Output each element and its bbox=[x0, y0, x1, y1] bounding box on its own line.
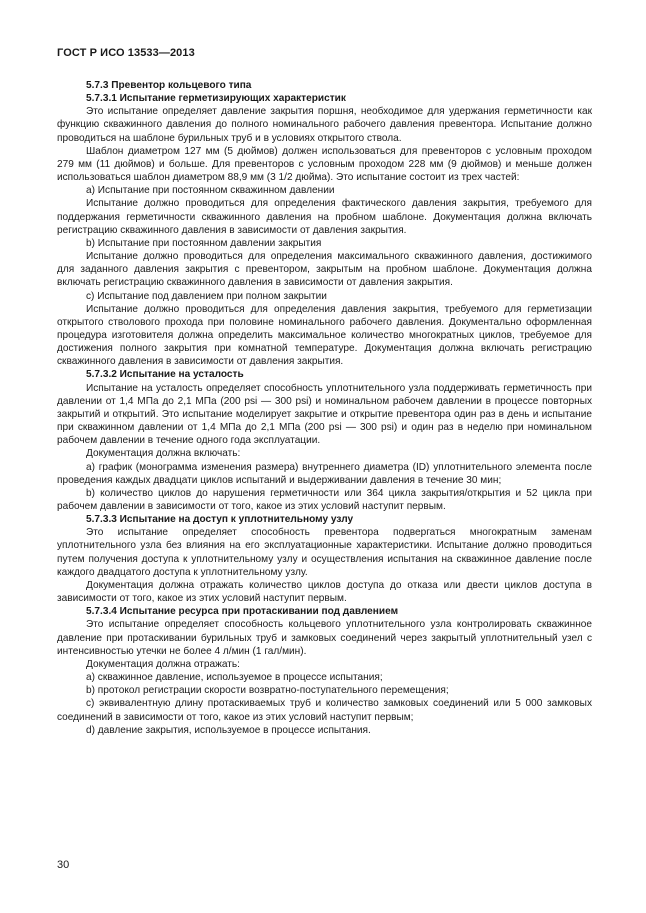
document-header: ГОСТ Р ИСО 13533—2013 bbox=[57, 47, 195, 59]
list-item: с) Испытание под давлением при полном закрытии bbox=[86, 290, 327, 302]
section-heading: 5.7.3 Превентор кольцевого типа bbox=[86, 80, 252, 91]
list-item: b) количество циклов до нарушения герметичности или 364 цикла закрытия/открытия и 52 цикла при рабочем давлении в зависимости от того, какое из этих условий наступит первым. bbox=[57, 487, 592, 512]
list-item: с) эквивалентную длину протаскиваемых труб и количество замковых соединений или 5 000 замковых соединений в зависимости от того, какое из этих условий наступит первым; bbox=[57, 698, 592, 723]
section-heading: 5.7.3.2 Испытание на усталость bbox=[86, 369, 244, 381]
paragraph: Документация должна включать: bbox=[86, 448, 241, 460]
list-item: b) протокол регистрации скорости возвратно-поступательного перемещения; bbox=[86, 685, 449, 697]
list-item: а) график (монограмма изменения размера) внутреннего диаметра (ID) уплотнительного элемента после проведения каждых двадцати циклов испытаний и выдерживании давления в течение 30 мин; bbox=[57, 461, 592, 486]
paragraph: Документация должна отражать: bbox=[86, 658, 240, 670]
paragraph: Шаблон диаметром 127 мм (5 дюймов) должен использоваться для превенторов с условным проходом 279 мм (11 дюймов) и больше. Для превенторов с условным проходом 228 мм (9 дюймов) и меньше должен использоваться шаблон диаметром 88,9 мм (3 1/2 дюйма). Это испытание состоит из трех частей: bbox=[57, 145, 592, 184]
page-body bbox=[57, 79, 592, 737]
paragraph: Испытание должно проводиться для определения максимального скважинного давления, достижимого для заданного давления закрытия с превентором, закрытым на пробном шаблоне. Документация должна включать регистрацию скважинного давления в зависимости от давления закрытия. bbox=[57, 251, 592, 289]
list-item: b) Испытание при постоянном давлении закрытия bbox=[86, 237, 322, 249]
paragraph: Испытание на усталость определяет способность уплотнительного узла поддерживать герметичность при давлении от 1,4 МПа до 2,1 МПа (200 psi — 300 psi) и номинальном рабочем давлении в процессе повторных закрытий и открытий. Это испытание моделирует закрытие и открытие превентора один раз в день и испытание при скважинном давлении от 1,4 МПа до 2,1 МПа (200 psi — 300 psi) и один раз в неделю при номинальном рабочем давлении в течение одного года эксплуатации. bbox=[57, 382, 592, 447]
page-number: 30 bbox=[57, 859, 70, 871]
section-heading: 5.7.3.4 Испытание ресурса при протаскивании под давлением bbox=[86, 606, 399, 618]
paragraph: Это испытание определяет способность кольцевого уплотнительного узла контролировать скважинное давление при протаскивании бурильных труб и замковых соединений через закрытый уплотнительный узел с интенсивностью утечки не более 4 л/мин (1 гал/мин). bbox=[57, 619, 592, 657]
section-heading: 5.7.3.1 Испытание герметизирующих характеристик bbox=[86, 93, 346, 105]
paragraph: Испытание должно проводиться для определения давления закрытия, требуемого для герметизации открытого стволового прохода при половине номинального рабочего давления. Документально оформленная процедура изготовителя должна определить максимальное количество многократных циклов, требуемое для достижения полного закрытия при комнатной температуре. Документация должна включать регистрацию скважинного давления в зависимости от давления закрытия. bbox=[57, 303, 592, 368]
paragraph: Это испытание определяет способность превентора подвергаться многократным заменам уплотнительного узла без влияния на его эксплуатационные характеристики. Испытание должно проводиться путем получения доступа к уплотнительному узлу и осуществления испытания на скважинное давление после каждого двадцатого доступа к уплотнительному узлу. bbox=[57, 527, 592, 578]
list-item: а) Испытание при постоянном скважинном давлении bbox=[86, 185, 335, 197]
paragraph: Испытание должно проводиться для определения фактического давления закрытия, требуемого для поддержания герметичности скважинного давления на пробном шаблоне. Документация должна включать регистрацию скважинного давления в зависимости от давления закрытия. bbox=[57, 198, 592, 236]
list-item: а) скважинное давление, используемое в процессе испытания; bbox=[86, 672, 383, 684]
paragraph: Документация должна отражать количество циклов доступа до отказа или двести циклов доступа в зависимости от того, какое из этих условий наступит первым. bbox=[57, 579, 592, 605]
section-heading: 5.7.3.3 Испытание на доступ к уплотнительному узлу bbox=[86, 514, 354, 526]
list-item: d) давление закрытия, используемое в процессе испытания. bbox=[86, 724, 371, 736]
paragraph: Это испытание определяет давление закрытия поршня, необходимое для удержания герметичности как функцию скважинного давления до полного номинального рабочего давления превентора. Испытание должно проводиться на шаблоне бурильных труб и в условиях открытого ствола. bbox=[57, 106, 592, 144]
